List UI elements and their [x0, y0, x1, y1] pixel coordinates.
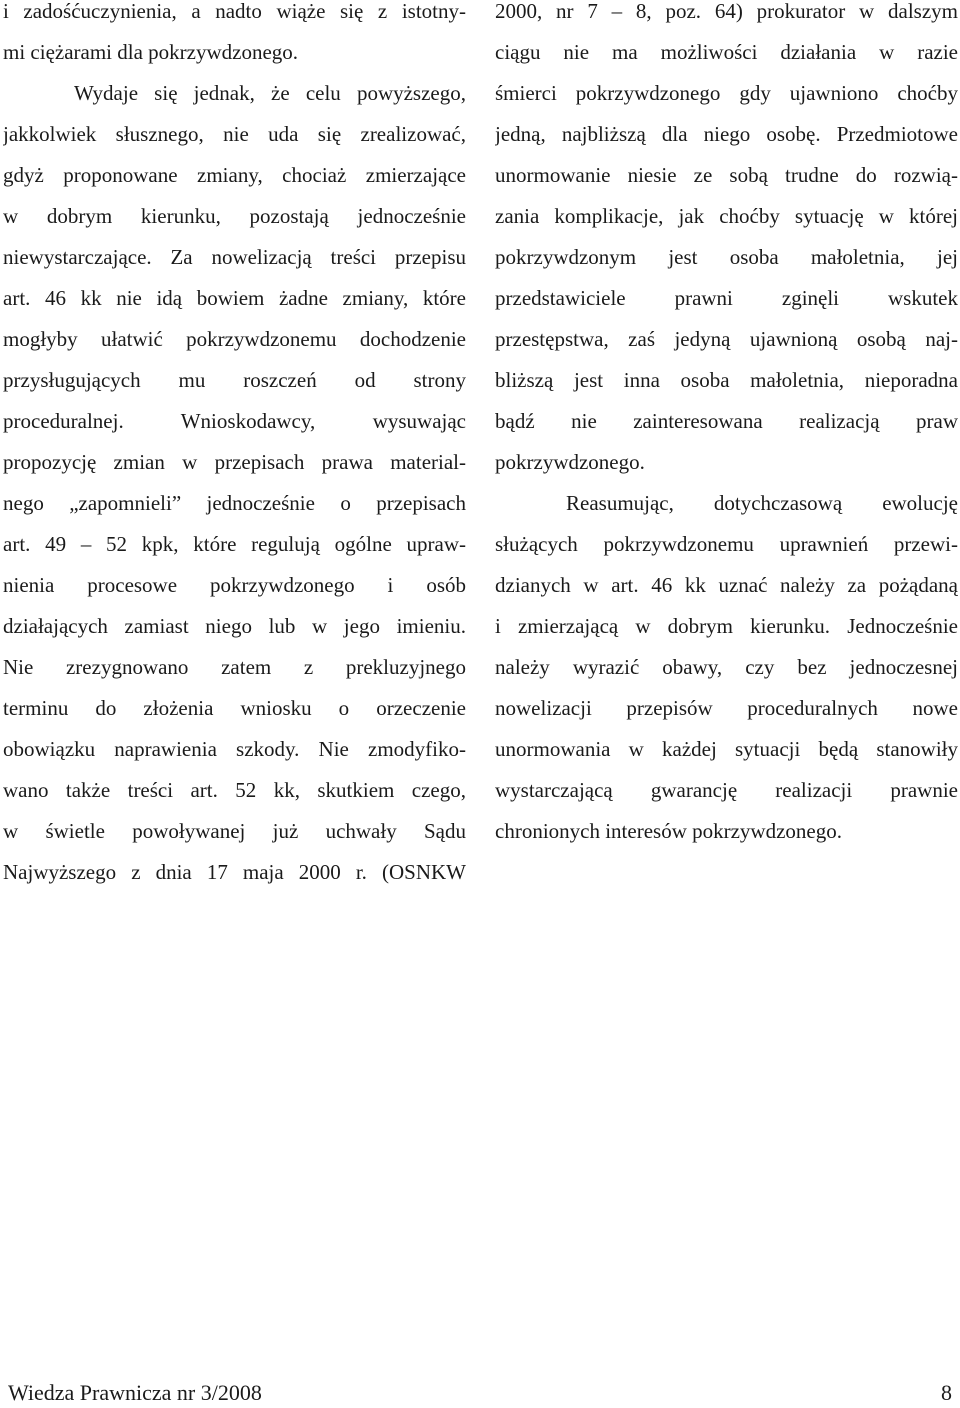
- text-line: pokrzywdzonego.: [495, 450, 645, 474]
- text-line: działających zamiast niego lub w jego imieniu.: [3, 614, 466, 638]
- text-line: należy wyrazić obawy, czy bez jednoczesnej: [495, 655, 958, 679]
- text-line: i zmierzającą w dobrym kierunku. Jednocześnie: [495, 614, 958, 638]
- text-line: bądź nie zainteresowana realizacją praw: [495, 409, 958, 433]
- text-line: unormowanie niesie ze sobą trudne do rozwią-: [495, 163, 958, 187]
- text-line: terminu do złożenia wniosku o orzeczenie: [3, 696, 466, 720]
- text-line: nowelizacji przepisów proceduralnych nowe: [495, 696, 958, 720]
- text-line: Najwyższego z dnia 17 maja 2000 r. (OSNKW: [3, 860, 466, 884]
- text-line: art. 49 – 52 kpk, które regulują ogólne upraw-: [3, 532, 466, 556]
- text-line: pokrzywdzonym jest osoba małoletnia, jej: [495, 245, 958, 269]
- text-line: przedstawiciele prawni zginęli wskutek: [495, 286, 958, 310]
- text-line: ciągu nie ma możliwości działania w razie: [495, 40, 958, 64]
- text-line: przestępstwa, zaś jedyną ujawnioną osobą naj-: [495, 327, 958, 351]
- text-line: mi ciężarami dla pokrzywdzonego.: [3, 40, 299, 64]
- right-text-column: [495, 0, 958, 852]
- text-line: jedną, najbliższą dla niego osobę. Przedmiotowe: [495, 122, 958, 146]
- text-line: propozycję zmian w przepisach prawa material-: [3, 450, 466, 474]
- page-number: 8: [941, 1380, 952, 1405]
- text-line: w dobrym kierunku, pozostają jednocześnie: [3, 204, 466, 228]
- text-line: wystarczającą gwarancję realizacji prawnie: [495, 778, 958, 802]
- left-text-column: [3, 0, 466, 893]
- text-line: śmierci pokrzywdzonego gdy ujawniono choćby: [495, 81, 958, 105]
- page-footer: [8, 1378, 952, 1408]
- text-line: gdyż proponowane zmiany, chociaż zmierzające: [3, 163, 466, 187]
- text-line: bliższą jest inna osoba małoletnia, nieporadna: [495, 368, 958, 392]
- text-line: proceduralnej. Wnioskodawcy, wysuwając: [3, 409, 466, 433]
- text-line: dzianych w art. 46 kk uznać należy za pożądaną: [495, 573, 958, 597]
- text-line: mogłyby ułatwić pokrzywdzonemu dochodzenie: [3, 327, 466, 351]
- text-line: jakkolwiek słusznego, nie uda się zrealizować,: [3, 122, 466, 146]
- text-line: zania komplikacje, jak choćby sytuację w której: [495, 204, 958, 228]
- text-line: wano także treści art. 52 kk, skutkiem czego,: [3, 778, 466, 802]
- text-line: nienia procesowe pokrzywdzonego i osób: [3, 573, 466, 597]
- text-line: służących pokrzywdzonemu uprawnień przewi-: [495, 532, 958, 556]
- text-line: obowiązku naprawienia szkody. Nie zmodyfiko-: [3, 737, 466, 761]
- text-line: 2000, nr 7 – 8, poz. 64) prokurator w dalszym: [495, 0, 958, 23]
- journal-title: Wiedza Prawnicza nr 3/2008: [8, 1380, 262, 1405]
- text-line: niewystarczające. Za nowelizacją treści przepisu: [3, 245, 466, 269]
- text-line: chronionych interesów pokrzywdzonego.: [495, 819, 842, 843]
- text-line: unormowania w każdej sytuacji będą stanowiły: [495, 737, 958, 761]
- text-line: nego „zapomnieli” jednocześnie o przepisach: [3, 491, 466, 515]
- text-line: przysługujących mu roszczeń od strony: [3, 368, 466, 392]
- text-line: i zadośćuczynienia, a nadto wiąże się z istotny-: [3, 0, 466, 23]
- text-line: w świetle powoływanej już uchwały Sądu: [3, 819, 466, 843]
- text-line: Nie zrezygnowano zatem z prekluzyjnego: [3, 655, 466, 679]
- text-line: Wydaje się jednak, że celu powyższego,: [74, 81, 466, 105]
- text-line: Reasumując, dotychczasową ewolucję: [566, 491, 958, 515]
- text-line: art. 46 kk nie idą bowiem żadne zmiany, które: [3, 286, 466, 310]
